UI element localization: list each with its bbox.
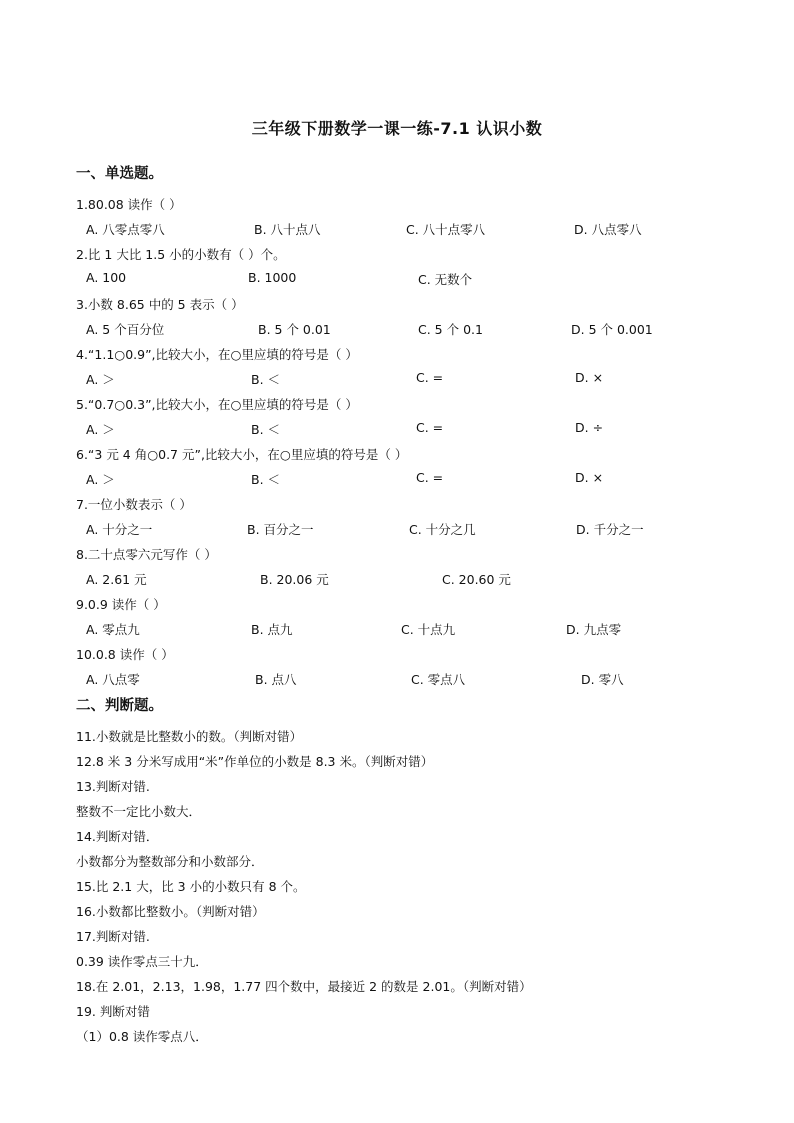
question-15: 15.比 2.1 大，比 3 小的小数只有 8 个。	[76, 879, 306, 894]
option-b: B. 百分之一	[247, 522, 314, 537]
question-6: 6.“3 元 4 角○0.7 元”,比较大小，在○里应填的符号是（ ）	[76, 447, 408, 462]
option-d: D. 八点零八	[574, 222, 642, 237]
question-3-options	[0, 320, 794, 340]
question-5: 5.“0.7○0.3”,比较大小，在○里应填的符号是（ ）	[76, 397, 358, 412]
question-8: 8.二十点零六元写作（ ）	[76, 547, 217, 562]
question-17-statement: 0.39 读作零点三十九．	[76, 954, 208, 969]
option-d: D. ×	[575, 470, 604, 485]
question-11: 11.小数就是比整数小的数。（判断对错）	[76, 729, 303, 744]
option-b: B. 20.06 元	[260, 572, 329, 587]
option-b: B. ＜	[251, 472, 281, 487]
option-d: D. 零八	[581, 672, 624, 687]
question-9: 9.0.9 读作（ ）	[76, 597, 166, 612]
option-a: A. 零点九	[86, 622, 140, 637]
question-18: 18.在 2.01，2.13，1.98，1.77 四个数中，最接近 2 的数是 2.01。（判断对错）	[76, 979, 532, 994]
question-1-options	[0, 220, 794, 240]
question-1: 1.80.08 读作（ ）	[76, 197, 182, 212]
option-a: A. ＞	[86, 472, 115, 487]
option-a: A. 八零点零八	[86, 222, 165, 237]
question-14-statement: 小数都分为整数部分和小数部分．	[76, 854, 264, 869]
question-5-options	[0, 420, 794, 440]
question-17: 17.判断对错.	[76, 929, 150, 944]
option-a: A. 八点零	[86, 672, 140, 687]
question-16: 16.小数都比整数小。（判断对错）	[76, 904, 265, 919]
option-c: C. =	[416, 420, 444, 435]
question-4: 4.“1.1○0.9”,比较大小，在○里应填的符号是（ ）	[76, 347, 358, 362]
question-6-options	[0, 470, 794, 490]
option-b: B. ＜	[251, 422, 281, 437]
option-c: C. =	[416, 470, 444, 485]
option-c: C. 5 个 0.1	[418, 322, 483, 337]
question-7-options	[0, 520, 794, 540]
question-10-options	[0, 670, 794, 690]
section-heading-multiple-choice: 一、单选题。	[76, 166, 163, 182]
question-13: 13.判断对错.	[76, 779, 150, 794]
option-c: C. 20.60 元	[442, 572, 511, 587]
option-c: C. 十分之几	[409, 522, 476, 537]
option-b: B. 5 个 0.01	[258, 322, 331, 337]
option-a: A. ＞	[86, 422, 115, 437]
question-19: 19. 判断对错	[76, 1004, 150, 1019]
question-7: 7.一位小数表示（ ）	[76, 497, 192, 512]
question-19-part-1: （1）0.8 读作零点八．	[76, 1029, 208, 1044]
option-c: C. 八十点零八	[406, 222, 486, 237]
option-c: C. 无数个	[418, 272, 473, 287]
question-14: 14.判断对错．	[76, 829, 159, 844]
option-b: B. 点八	[255, 672, 297, 687]
section-heading-true-false: 二、判断题。	[76, 698, 163, 714]
question-3: 3.小数 8.65 中的 5 表示（ ）	[76, 297, 244, 312]
option-c: C. =	[416, 370, 444, 385]
option-b: B. 点九	[251, 622, 293, 637]
option-a: A. 2.61 元	[86, 572, 147, 587]
option-b: B. 1000	[248, 270, 297, 285]
question-4-options	[0, 370, 794, 390]
option-d: D. 九点零	[566, 622, 622, 637]
question-10: 10.0.8 读作（ ）	[76, 647, 174, 662]
question-13-statement: 整数不一定比小数大．	[76, 804, 202, 819]
option-d: D. ÷	[575, 420, 604, 435]
question-2-options	[0, 270, 794, 290]
option-a: A. 100	[86, 270, 127, 285]
option-b: B. 八十点八	[254, 222, 321, 237]
option-d: D. ×	[575, 370, 604, 385]
question-8-options	[0, 570, 794, 590]
option-a: A. ＞	[86, 372, 115, 387]
option-d: D. 千分之一	[576, 522, 644, 537]
question-2: 2.比 1 大比 1.5 小的小数有（ ）个。	[76, 247, 286, 262]
option-c: C. 零点八	[411, 672, 466, 687]
question-9-options	[0, 620, 794, 640]
question-12: 12.8 米 3 分米写成用“米”作单位的小数是 8.3 米。（判断对错）	[76, 754, 434, 769]
option-c: C. 十点九	[401, 622, 456, 637]
option-a: A. 5 个百分位	[86, 322, 165, 337]
page-title: 三年级下册数学一课一练-7.1 认识小数	[251, 119, 543, 138]
option-a: A. 十分之一	[86, 522, 153, 537]
option-d: D. 5 个 0.001	[571, 322, 653, 337]
option-b: B. ＜	[251, 372, 281, 387]
